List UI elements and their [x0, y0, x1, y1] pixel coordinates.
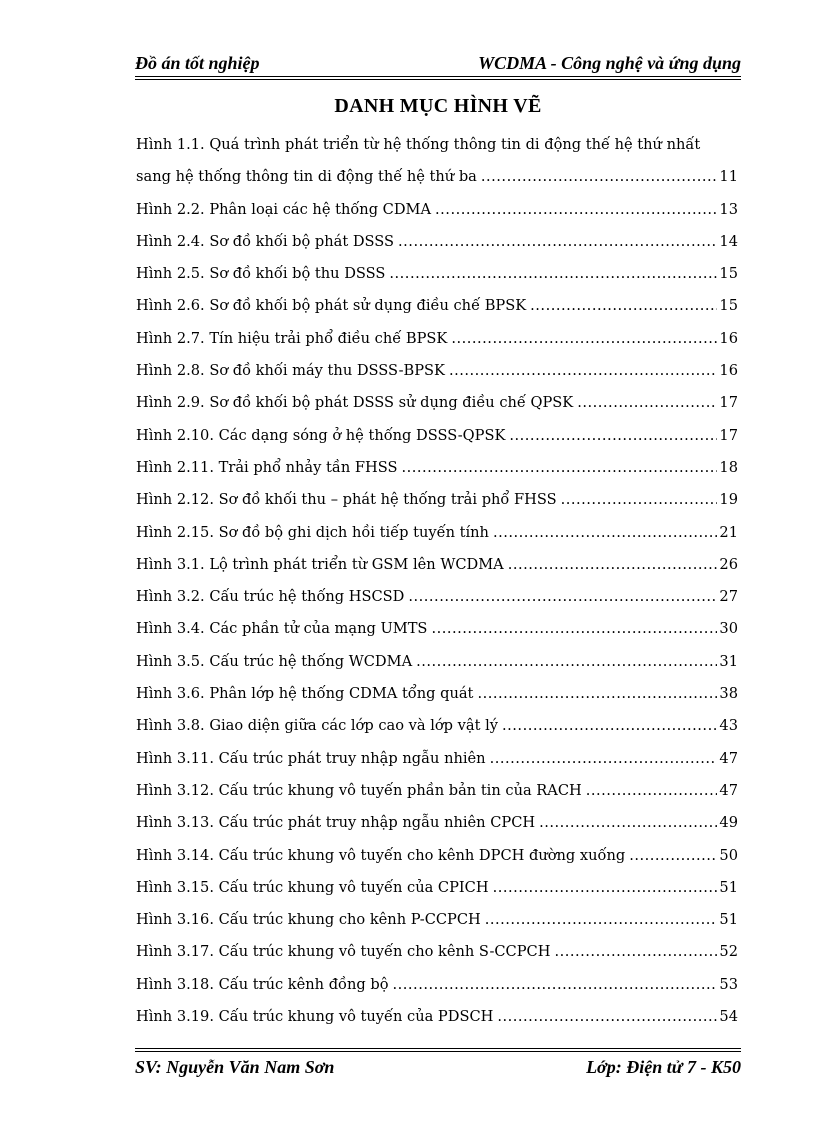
toc-entry-title: Hình 3.18. Cấu trúc kênh đồng bộ — [136, 975, 389, 993]
toc-entry — [136, 452, 738, 484]
toc-entry-page: 17 — [719, 426, 738, 444]
toc-entry — [136, 904, 738, 936]
toc-entry-page: 47 — [719, 749, 738, 767]
toc-entry — [136, 807, 738, 839]
toc-entry-page: 15 — [719, 265, 738, 283]
toc-entry — [136, 549, 738, 581]
toc-entry — [136, 678, 738, 710]
toc-entry-page: 30 — [719, 620, 738, 638]
toc-entry-title: Hình 3.19. Cấu trúc khung vô tuyến của PDSCH — [136, 1008, 494, 1026]
toc-entry-page: 21 — [719, 523, 738, 541]
toc-entry-page: 13 — [719, 200, 738, 218]
toc-dot-leader — [497, 1001, 717, 1033]
toc-entry-page: 54 — [719, 1008, 738, 1026]
toc-entry-page: 49 — [719, 814, 738, 832]
toc-entry — [136, 581, 738, 613]
toc-entry-title: Hình 3.2. Cấu trúc hệ thống HSCSD — [136, 588, 405, 606]
figure-list — [136, 129, 738, 1033]
toc-entry-title: Hình 3.11. Cấu trúc phát truy nhập ngẫu nhiên — [136, 749, 486, 767]
toc-entry-title: Hình 2.4. Sơ đồ khối bộ phát DSSS — [136, 232, 395, 250]
toc-entry-page: 52 — [719, 943, 738, 961]
toc-entry — [136, 936, 738, 968]
toc-dot-leader — [477, 678, 717, 710]
toc-dot-leader — [398, 226, 717, 258]
header-right-text: WCDMA - Công nghệ và ứng dụng — [478, 53, 741, 73]
toc-entry-title: Hình 2.8. Sơ đồ khối máy thu DSSS-BPSK — [136, 362, 445, 380]
toc-dot-leader — [554, 936, 717, 968]
toc-entry-title: Hình 3.12. Cấu trúc khung vô tuyến phần bản tin của RACH — [136, 781, 582, 799]
toc-entry-page: 51 — [719, 878, 738, 896]
toc-entry-page: 47 — [719, 781, 738, 799]
toc-dot-leader — [586, 775, 718, 807]
toc-entry-page: 53 — [719, 975, 738, 993]
toc-entry-title: Hình 3.8. Giao diện giữa các lớp cao và lớp vật lý — [136, 717, 499, 735]
footer-left-text: SV: Nguyễn Văn Nam Sơn — [135, 1057, 335, 1077]
toc-dot-leader — [530, 290, 717, 322]
page-title: DANH MỤC HÌNH VẼ — [334, 95, 542, 117]
toc-entry-title: Hình 3.16. Cấu trúc khung cho kênh P-CCPCH — [136, 911, 481, 929]
toc-entry-title: Hình 2.12. Sơ đồ khối thu – phát hệ thống trải phổ FHSS — [136, 491, 557, 509]
toc-first-line: Hình 1.1. Quá trình phát triển từ hệ thống thông tin di động thế hệ thứ nhất — [136, 136, 701, 153]
toc-dot-leader — [539, 807, 717, 839]
toc-dot-leader — [490, 743, 718, 775]
toc-entry — [136, 161, 738, 193]
toc-entry-page: 50 — [719, 846, 738, 864]
toc-entry — [136, 226, 738, 258]
toc-entry-title: Hình 2.5. Sơ đồ khối bộ thu DSSS — [136, 265, 386, 283]
toc-entry-title: Hình 2.10. Các dạng sóng ở hệ thống DSSS-QPSK — [136, 426, 506, 444]
toc-dot-leader — [435, 194, 717, 226]
toc-dot-leader — [449, 355, 717, 387]
footer-divider — [135, 1048, 741, 1052]
toc-dot-leader — [493, 872, 718, 904]
toc-entry — [136, 355, 738, 387]
toc-entry-page: 51 — [719, 911, 738, 929]
toc-entry-title: Hình 3.6. Phân lớp hệ thống CDMA tổng quát — [136, 685, 474, 703]
toc-dot-leader — [401, 452, 717, 484]
toc-dot-leader — [508, 549, 718, 581]
toc-entry-title: Hình 3.13. Cấu trúc phát truy nhập ngẫu nhiên CPCH — [136, 814, 536, 832]
toc-entry-page: 38 — [719, 685, 738, 703]
toc-entry-page: 31 — [719, 652, 738, 670]
toc-entry-page: 17 — [719, 394, 738, 412]
toc-entry — [136, 387, 738, 419]
toc-entry-page: 27 — [719, 588, 738, 606]
toc-entry — [136, 710, 738, 742]
toc-dot-leader — [389, 258, 717, 290]
toc-entry — [136, 613, 738, 645]
toc-dot-leader — [416, 646, 717, 678]
toc-entry — [136, 872, 738, 904]
toc-entry-page: 15 — [719, 297, 738, 315]
toc-entry-title: Hình 2.7. Tín hiệu trải phổ điều chế BPSK — [136, 329, 448, 347]
toc-dot-leader — [561, 484, 718, 516]
toc-entry-title: Hình 3.15. Cấu trúc khung vô tuyến của CPICH — [136, 878, 489, 896]
toc-dot-leader — [451, 323, 717, 355]
toc-entry-title: Hình 2.9. Sơ đồ khối bộ phát DSSS sử dụng điều chế QPSK — [136, 394, 574, 412]
toc-entry — [136, 743, 738, 775]
toc-dot-leader — [493, 517, 717, 549]
toc-dot-leader — [577, 387, 717, 419]
toc-entry-page: 11 — [719, 168, 738, 186]
toc-entry — [136, 1001, 738, 1033]
toc-entry — [136, 775, 738, 807]
toc-entry-page: 14 — [719, 232, 738, 250]
toc-entry — [136, 194, 738, 226]
toc-dot-leader — [408, 581, 717, 613]
toc-entry-page: 26 — [719, 555, 738, 573]
toc-entry — [136, 517, 738, 549]
toc-dot-leader — [629, 840, 717, 872]
toc-dot-leader — [485, 904, 718, 936]
toc-dot-leader — [509, 420, 717, 452]
toc-entry-title: Hình 3.4. Các phần tử của mạng UMTS — [136, 620, 428, 638]
toc-entry-page: 18 — [719, 458, 738, 476]
toc-dot-leader — [502, 710, 717, 742]
toc-entry — [136, 484, 738, 516]
toc-entry-title: Hình 3.14. Cấu trúc khung vô tuyến cho kênh DPCH đường xuống — [136, 846, 626, 864]
toc-dot-leader — [393, 969, 718, 1001]
toc-entry-page: 19 — [719, 491, 738, 509]
toc-entry — [136, 323, 738, 355]
footer-right-text: Lớp: Điện tử 7 - K50 — [586, 1057, 741, 1077]
toc-entry-title: Hình 2.2. Phân loại các hệ thống CDMA — [136, 200, 432, 218]
toc-entry-page: 43 — [719, 717, 738, 735]
toc-entry-title: Hình 2.15. Sơ đồ bộ ghi dịch hồi tiếp tuyến tính — [136, 523, 489, 541]
toc-entry — [136, 840, 738, 872]
toc-entry-title: Hình 2.6. Sơ đồ khối bộ phát sử dụng điều chế BPSK — [136, 297, 527, 315]
toc-dot-leader — [431, 613, 717, 645]
toc-entry — [136, 969, 738, 1001]
toc-entry-page: 16 — [719, 329, 738, 347]
header-divider — [135, 76, 741, 80]
toc-dot-leader — [481, 161, 718, 193]
page-footer — [135, 1054, 741, 1078]
page-header — [135, 48, 741, 74]
toc-entry-title: sang hệ thống thông tin di động thế hệ thứ ba — [136, 168, 477, 186]
toc-entry-title: Hình 2.11. Trải phổ nhảy tần FHSS — [136, 458, 398, 476]
toc-entry-page: 16 — [719, 362, 738, 380]
toc-entry — [136, 646, 738, 678]
toc-entry-title: Hình 3.17. Cấu trúc khung vô tuyến cho kênh S-CCPCH — [136, 943, 551, 961]
toc-entry-title: Hình 3.1. Lộ trình phát triển từ GSM lên WCDMA — [136, 555, 504, 573]
header-left-text: Đồ án tốt nghiệp — [135, 53, 260, 73]
toc-entry-title: Hình 3.5. Cấu trúc hệ thống WCDMA — [136, 652, 413, 670]
toc-entry — [136, 420, 738, 452]
toc-entry — [136, 258, 738, 290]
toc-entry — [136, 290, 738, 322]
